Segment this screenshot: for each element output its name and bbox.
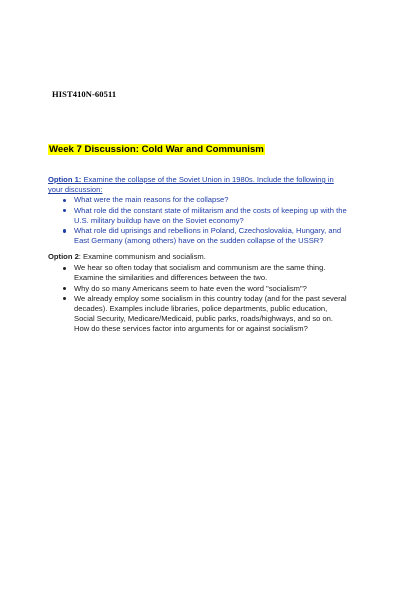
bullet-dot-icon [63, 297, 66, 300]
list-item [74, 226, 348, 246]
option-2-intro-text: : Examine communism and socialism. [78, 252, 206, 261]
option-2-section [48, 252, 348, 335]
option-1-intro-text: Examine the collapse of the Soviet Union in 1980s. Include the following in your discussion: [48, 175, 334, 195]
list-item-text: We hear so often today that socialism and communism are the same thing. Examine the similarities and differences between the two. [74, 263, 326, 283]
bullet-dot-icon [63, 199, 66, 202]
list-item-text: What were the main reasons for the collapse? [74, 195, 229, 205]
option-1-intro [48, 175, 348, 195]
list-item [74, 195, 348, 205]
option-1-bullet-list [48, 195, 348, 246]
option-2-label: Option 2 [48, 252, 79, 261]
option-2-bullet-list [48, 263, 348, 334]
bullet-dot-icon [63, 267, 66, 270]
week-heading: Week 7 Discussion: Cold War and Communism [49, 144, 264, 155]
option-1-section [48, 175, 348, 246]
list-item [74, 206, 348, 226]
bullet-dot-icon [63, 287, 66, 290]
list-item [74, 284, 348, 294]
bullet-dot-icon [63, 209, 66, 212]
list-item-text: What role did uprisings and rebellions in Poland, Czechoslovakia, Hungary, and East Germany (among others) have on the sudden collapse of the USSR? [74, 226, 342, 246]
list-item-text: What role did the constant state of militarism and the costs of keeping up with the U.S. military buildup have on the Soviet economy? [74, 205, 347, 225]
course-code: HIST410N-60511 [52, 89, 117, 99]
list-item [74, 263, 348, 283]
list-item-text: We already employ some socialism in this country today (and for the past several decades). Examples include libraries, police departments, public education, Social Security, Medicare/Medicaid, public parks, roads/highways, and so on. How do these services factor into arguments for or against socialism? [74, 293, 347, 334]
option-2-intro [48, 252, 348, 262]
list-item-text: Why do so many Americans seem to hate even the word "socialism"? [74, 283, 307, 293]
option-1-label: Option 1: [48, 175, 82, 184]
bullet-dot-icon [63, 229, 66, 232]
list-item [74, 294, 348, 335]
